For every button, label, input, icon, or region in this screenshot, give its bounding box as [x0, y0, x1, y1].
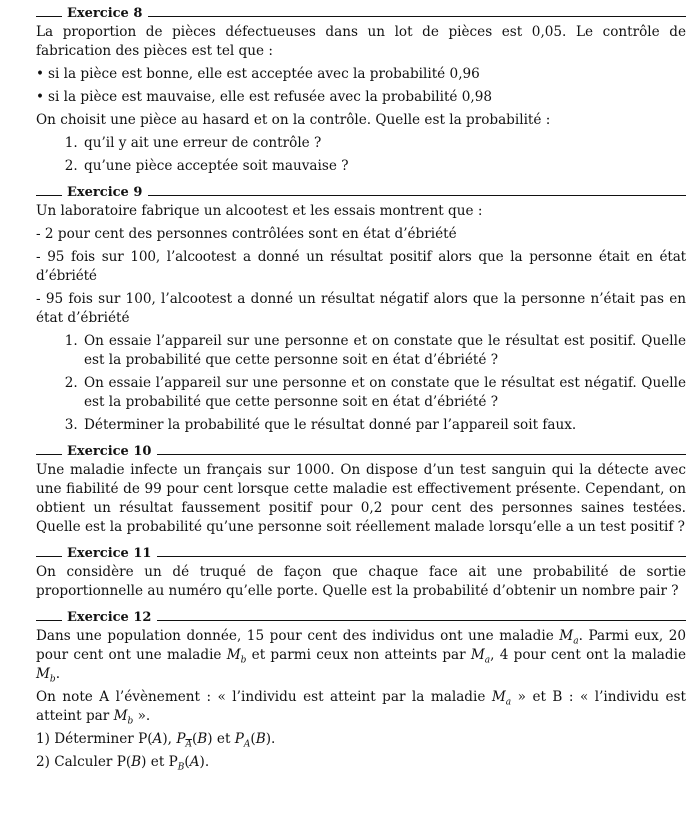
math-subscript: b — [49, 674, 56, 685]
exercise-9-line: - 95 fois sur 100, l’alcootest a donné un résultat négatif alors que la personne n’était pas en état d’ébriété — [36, 291, 686, 326]
text-run: ). — [265, 731, 276, 747]
exercise-9-line: - 2 pour cent des personnes contrôlées sont en état d’ébriété — [36, 226, 457, 242]
text-run: ». — [133, 708, 151, 724]
bullet-text: si la pièce est mauvaise, elle est refusée avec la probabilité 0,98 — [48, 89, 493, 105]
exercise-10-header — [36, 442, 686, 461]
text-run: ), — [162, 731, 177, 747]
text-run: ) et P — [141, 754, 178, 770]
text-run: ) et — [207, 731, 235, 747]
exercise-8-outro: On choisit une pièce au hasard et on la contrôle. Quelle est la probabilité : — [36, 112, 551, 128]
math-symbol: B — [255, 731, 266, 747]
exercise-12-paragraph-1 — [36, 627, 686, 684]
math-symbol: M — [36, 666, 50, 682]
question-item: 3. Déterminer la probabilité que le résultat donné par l’appareil soit faux. — [82, 416, 686, 435]
exercise-9-questions — [36, 332, 686, 435]
math-symbol: M — [491, 689, 506, 705]
header-rule-right — [157, 454, 686, 455]
exercise-12-paragraph-2 — [36, 688, 686, 726]
exercise-title: Exercice 11 — [67, 546, 152, 561]
header-rule-right — [157, 556, 686, 557]
header-rule-right — [148, 16, 686, 17]
text-run: et parmi ceux non atteints par — [246, 647, 471, 663]
header-rule-left — [36, 195, 62, 196]
exercise-10-text: Une maladie infecte un français sur 1000. On dispose d’un test sanguin qui la détecte avec une fiabilité de 99 pour cent lorsque cette maladie est effectivement présente. Cependant, on obtient un résultat faussement positif pour 0,2 pour cent des personnes saines testées. Quelle est la probabilité qu’une personne soit réellement malade lorsqu’elle a un test positif ? — [36, 462, 686, 535]
math-symbol: B — [197, 731, 208, 747]
exercise-8-header — [36, 4, 686, 23]
math-subscript: A — [243, 739, 251, 750]
math-symbol: A — [152, 731, 163, 747]
text-run: ( — [250, 731, 256, 747]
math-subscript: b — [127, 716, 134, 727]
math-subscript: a — [484, 655, 491, 666]
text-run: ( — [191, 731, 198, 747]
question-item: 1. On essaie l’appareil sur une personne et on constate que le résultat est positif. Quelle est la probabilité que cette personne soit en état d’ébriété ? — [82, 332, 686, 370]
text-run: , 4 pour cent ont la maladie — [490, 647, 687, 663]
math-subscript: a — [505, 697, 512, 708]
math-subscript: B — [177, 762, 185, 773]
question-item: 1. qu’il y ait une erreur de contrôle ? — [82, 134, 686, 153]
exercise-9-line: - 95 fois sur 100, l’alcootest a donné un résultat positif alors que la personne était en état d’ébriété — [36, 249, 686, 284]
exercise-11-header — [36, 544, 686, 563]
exercise-8-intro: La proportion de pièces défectueuses dans un lot de pièces est 0,05. Le contrôle de fabrication des pièces est tel que : — [36, 24, 686, 59]
question-item: 2. qu’une pièce acceptée soit mauvaise ? — [82, 157, 686, 176]
exercise-12-header — [36, 608, 686, 627]
text-run: 1) Déterminer P( — [36, 731, 153, 747]
header-rule-right — [148, 195, 686, 196]
header-rule-left — [36, 454, 62, 455]
text-run: » et B : « l’individu est atteint par — [36, 689, 686, 724]
bullet-dot: • — [36, 89, 45, 105]
math-symbol: A — [189, 754, 200, 770]
bullet-text: si la pièce est bonne, elle est acceptée avec la probabilité 0,96 — [48, 66, 480, 82]
math-symbol: B — [131, 754, 142, 770]
math-symbol: P — [176, 731, 186, 747]
header-rule-left — [36, 620, 62, 621]
text-run: . Parmi eux, 20 pour cent ont une maladie — [36, 628, 687, 663]
bullet-item — [36, 88, 686, 107]
text-run: ). — [199, 754, 210, 770]
header-rule-left — [36, 16, 62, 17]
exercise-8-questions — [36, 134, 686, 176]
bullet-item — [36, 65, 686, 84]
exercise-9-header — [36, 183, 686, 202]
exercise-title: Exercice 10 — [67, 444, 152, 459]
math-symbol: M — [113, 708, 128, 724]
exercise-12-question-2 — [36, 753, 686, 772]
exercise-9-intro: Un laboratoire fabrique un alcootest et les essais montrent que : — [36, 203, 483, 219]
document-page — [36, 4, 686, 776]
math-subscript: a — [573, 636, 579, 647]
question-item: 2. On essaie l’appareil sur une personne et on constate que le résultat est négatif. Quelle est la probabilité que cette personne soit en état d’ébriété ? — [82, 374, 686, 412]
math-symbol: M — [559, 628, 574, 644]
bullet-dot: • — [36, 66, 45, 82]
math-subscript: A — [185, 739, 192, 750]
math-subscript: b — [240, 655, 247, 666]
text-run: On note A l’évènement : « l’individu est atteint par la maladie — [36, 689, 492, 705]
header-rule-left — [36, 556, 62, 557]
math-symbol: P — [234, 731, 244, 747]
text-run: . — [55, 666, 61, 682]
text-run: 2) Calculer P( — [36, 754, 132, 770]
text-run: Dans une population donnée, 15 pour cent des individus ont une maladie — [36, 628, 560, 644]
exercise-11-text: On considère un dé truqué de façon que chaque face ait une probabilité de sortie proportionnelle au numéro qu’elle porte. Quelle est la probabilité d’obtenir un nombre pair ? — [36, 564, 686, 599]
exercise-title: Exercice 9 — [67, 185, 143, 200]
exercise-12-question-1 — [36, 730, 686, 749]
exercise-title: Exercice 8 — [67, 6, 143, 21]
math-symbol: M — [226, 647, 241, 663]
math-symbol: M — [470, 647, 485, 663]
header-rule-right — [157, 620, 686, 621]
text-run: ( — [184, 754, 190, 770]
exercise-title: Exercice 12 — [67, 610, 152, 625]
